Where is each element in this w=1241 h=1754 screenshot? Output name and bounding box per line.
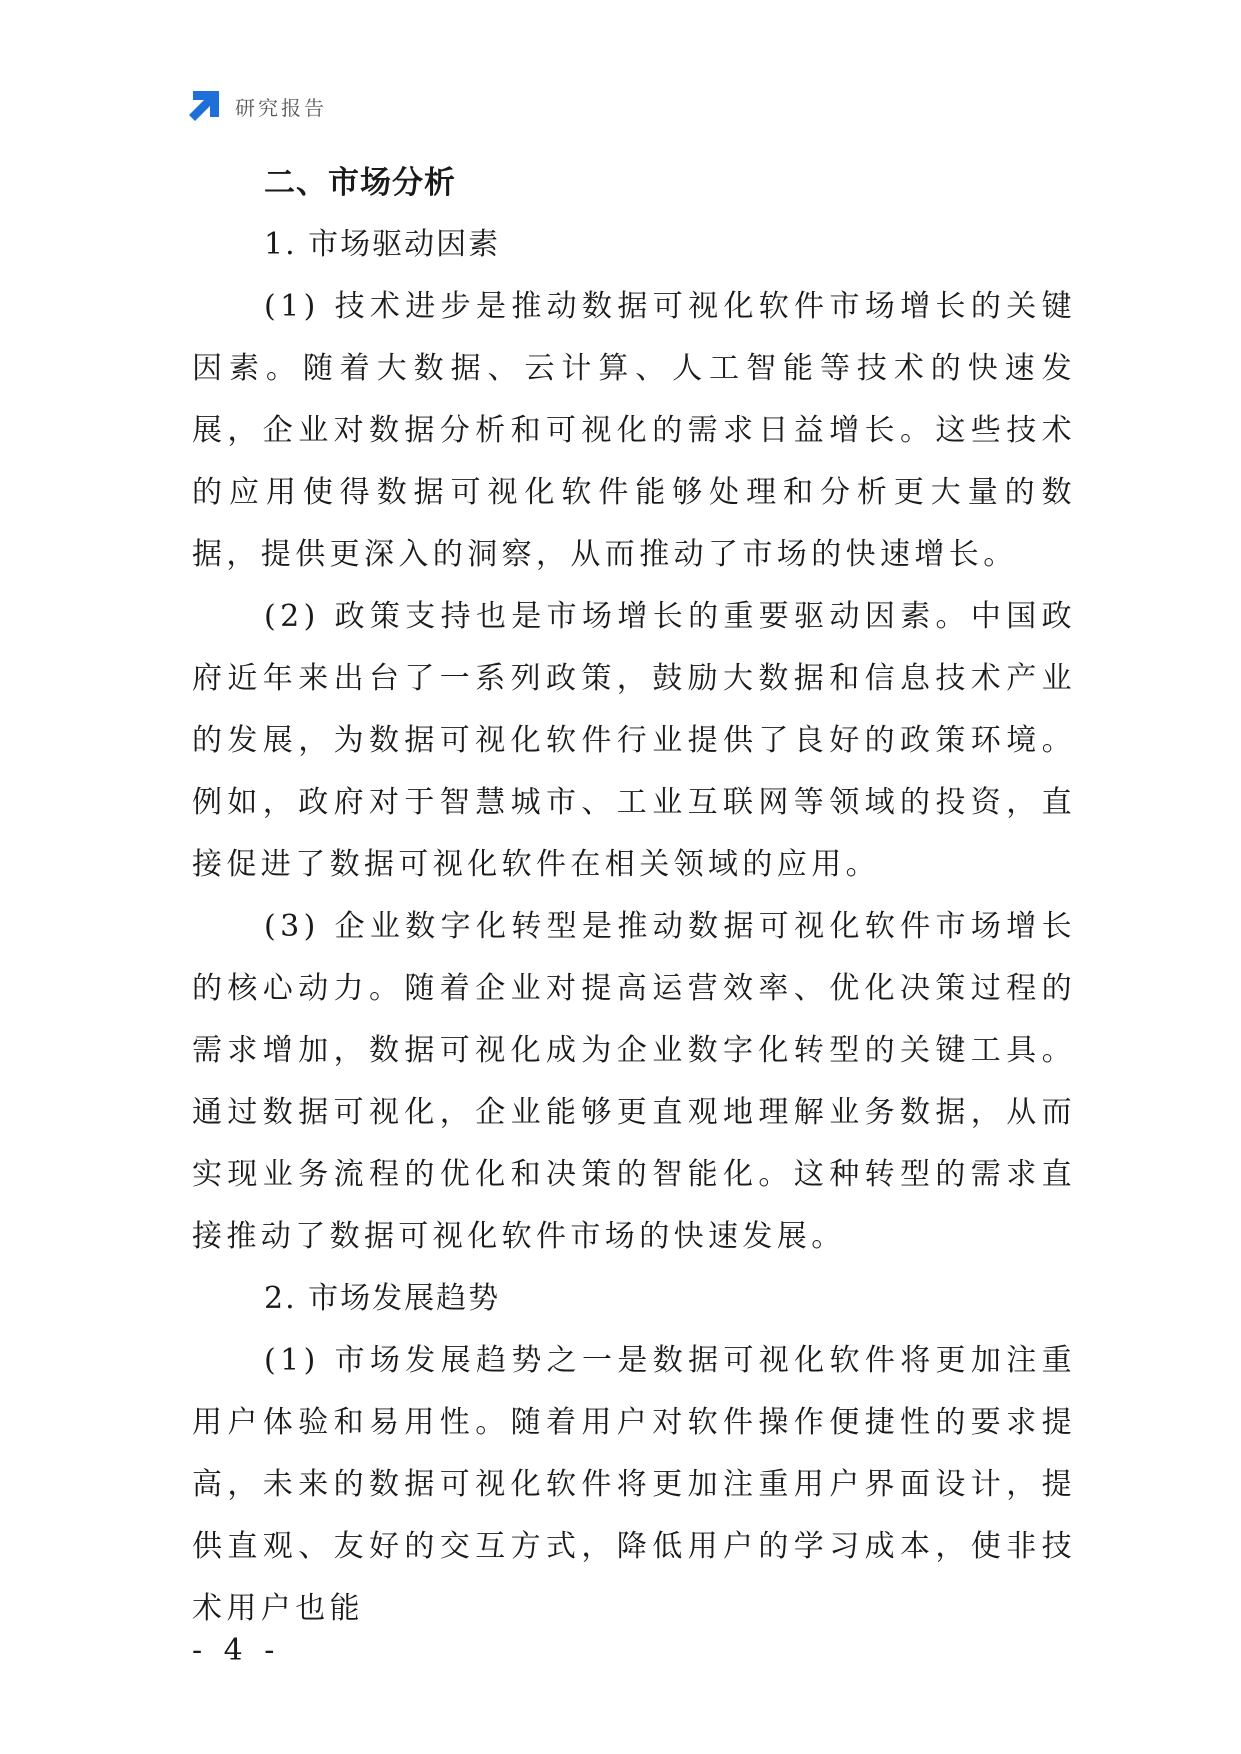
subsection-title-trends: 2. 市场发展趋势 (264, 1281, 501, 1316)
paragraph: (1) 技术进步是推动数据可视化软件市场增长的关键因素。随着大数据、云计算、人工智能等技术的快速发展，企业对数据分析和可视化的需求日益增长。这些技术的应用使得数据可视化软件能够处理和分析更大量的数据，提供更深入的洞察，从而推动了市场的快速增长。 (192, 289, 1076, 572)
header-title: 研究报告 (235, 95, 327, 120)
page-header (187, 88, 327, 124)
page-number: - 4 - (192, 1633, 281, 1668)
subsection-title-drivers: 1. 市场驱动因素 (264, 227, 501, 262)
arrow-logo-icon (187, 89, 221, 123)
paragraph: (2) 政策支持也是市场增长的重要驱动因素。中国政府近年来出台了一系列政策，鼓励大数据和信息技术产业的发展，为数据可视化软件行业提供了良好的政策环境。例如，政府对于智慧城市、工业互联网等领域的投资，直接促进了数据可视化软件在相关领域的应用。 (192, 599, 1076, 882)
section-title: 二、市场分析 (264, 165, 456, 201)
paragraph: (1) 市场发展趋势之一是数据可视化软件将更加注重用户体验和易用性。随着用户对软件操作便捷性的要求提高，未来的数据可视化软件将更加注重用户界面设计，提供直观、友好的交互方式，降低用户的学习成本，使非技术用户也能 (192, 1343, 1076, 1626)
document-body (192, 152, 1076, 1640)
paragraph: (3) 企业数字化转型是推动数据可视化软件市场增长的核心动力。随着企业对提高运营效率、优化决策过程的需求增加，数据可视化成为企业数字化转型的关键工具。通过数据可视化，企业能够更直观地理解业务数据，从而实现业务流程的优化和决策的智能化。这种转型的需求直接推动了数据可视化软件市场的快速发展。 (192, 909, 1076, 1254)
arrow-logo-shape (189, 91, 219, 121)
